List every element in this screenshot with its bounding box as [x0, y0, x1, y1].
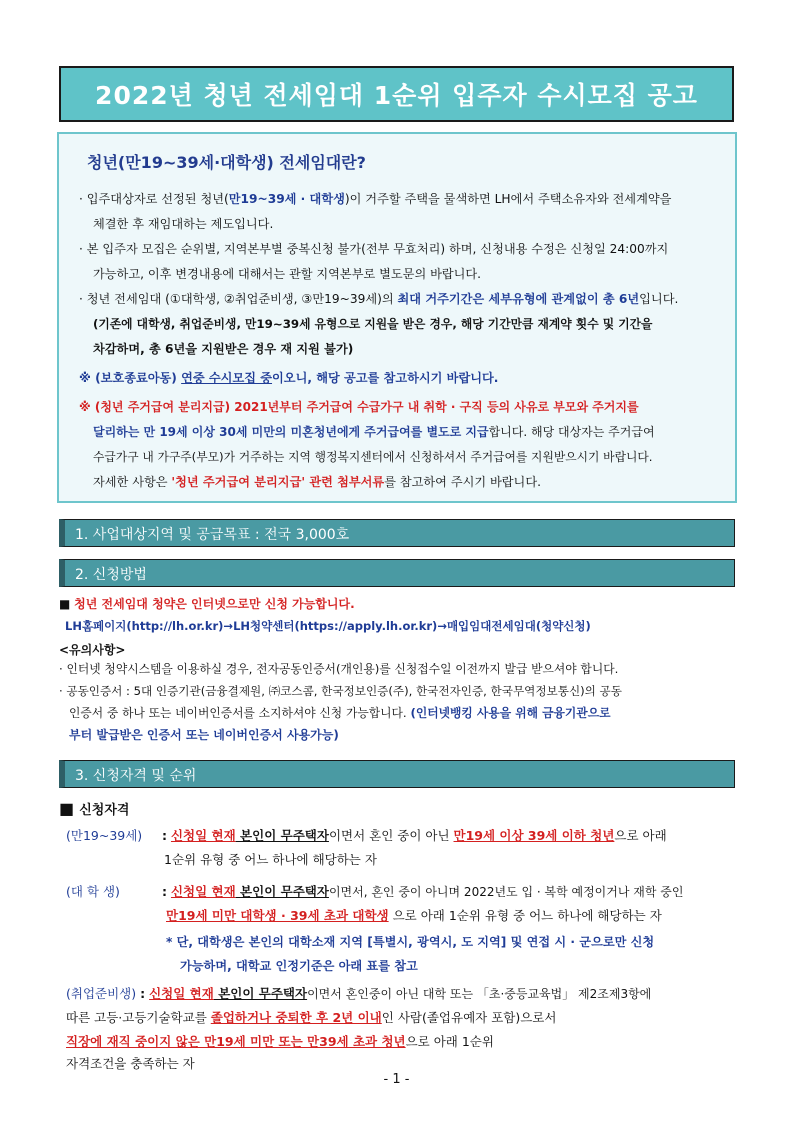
text: 만19~39세 · 대학생: [228, 192, 345, 206]
text: 인 사람(졸업유예자 포함)으로서: [381, 1010, 557, 1025]
square-bullet-icon: ■: [59, 597, 71, 611]
apply-path: LH홈페이지(http://lh.or.kr)→LH청약센터(https://apply.lh.or.kr)→매입임대전세임대(청약신청): [65, 619, 591, 633]
text: 만19세 이상 39세 이하 청년: [453, 828, 615, 843]
text: ※ (청년 주거급여 분리지급) 2021년부터 주거급여 수급가구 내 취학 · 구직 등의 사유로 부모와 주거지를: [79, 400, 639, 414]
text: 를 참고하여 주시기 바랍니다.: [384, 475, 541, 489]
text: :: [161, 828, 167, 843]
qual-youth: [66, 824, 742, 848]
qual-job-cont2: [66, 1030, 742, 1054]
note-2-cont: [59, 702, 739, 724]
intro-paragraph-5-cont3: [79, 470, 719, 495]
qualification-heading: [59, 799, 739, 818]
intro-paragraph-3: [79, 287, 719, 312]
text: (인터넷뱅킹 사용을 위해 금융기관으로: [410, 706, 611, 720]
text: 졸업하거나 중퇴한 후 2년 이내: [210, 1010, 382, 1025]
text: 청년 전세임대 청약은 인터넷으로만 신청 가능합니다.: [74, 597, 355, 611]
text: 신청자격: [79, 803, 130, 818]
text: 자세한 사항은: [93, 475, 172, 489]
intro-paragraph-5-cont2: 수급가구 내 가구주(부모)가 거주하는 지역 행정복지센터에서 신청하셔서 주거급여를 지원받으시기 바랍니다.: [93, 450, 653, 464]
note-2-cont2: 부터 발급받은 인증서 또는 네이버인증서 사용가능): [69, 728, 339, 742]
label: (대 학 생): [66, 884, 120, 899]
notes-title: <유의사항>: [59, 643, 126, 657]
square-bullet-icon: ■: [59, 799, 75, 818]
section-3-header: 3. 신청자격 및 순위: [59, 760, 735, 788]
text: 이면서 혼인 중이 아닌: [328, 828, 454, 843]
text: 본인이 무주택자: [235, 828, 329, 843]
intro-paragraph-2: · 본 입주자 모집은 순위별, 지역본부별 중복신청 불가(전부 무효처리) 하며, 신청내용 수정은 신청일 24:00까지: [79, 242, 669, 256]
label: (취업준비생): [66, 986, 137, 1001]
qual-univ: [66, 880, 742, 904]
text: 이면서, 혼인 중이 아니며 2022년도 입 · 복학 예정이거나 재학 중인: [328, 885, 684, 899]
text: 신청일 현재: [170, 884, 236, 899]
page-number: - 1 -: [383, 1072, 410, 1087]
label: (만19~39세): [66, 828, 143, 843]
text: 달리하는 만 19세 이상 30세 미만의 미혼청년에게 주거급여를 별도로 지급: [93, 425, 489, 439]
intro-paragraph-5-cont: [79, 420, 719, 445]
qual-job: [66, 982, 742, 1006]
section-2-header: 2. 신청방법: [59, 559, 735, 587]
intro-paragraph-3-note-cont: 차감하며, 총 6년을 지원받은 경우 재 지원 불가): [93, 342, 354, 356]
intro-paragraph-3-note: (기존에 대학생, 취업준비생, 만19~39세 유형으로 지원을 받은 경우, 해당 기간만큼 재계약 횟수 및 기간을: [93, 317, 653, 331]
intro-paragraph-4: [79, 366, 719, 391]
text: 만19세 미만 대학생 · 39세 초과 대학생: [166, 908, 389, 923]
text: 신청일 현재: [170, 828, 236, 843]
text: 신청일 현재: [149, 986, 214, 1001]
intro-paragraph-5: [79, 395, 719, 420]
text: 따른 고등·고등기술학교를: [66, 1010, 211, 1025]
text: 으로 아래: [614, 828, 667, 843]
qual-univ-cont: [166, 904, 793, 928]
note-1: · 인터넷 청약시스템을 이용하실 경우, 전자공동인증서(개인용)를 신청접수일 이전까지 발급 받으셔야 합니다.: [59, 662, 619, 676]
qual-univ-note: * 단, 대학생은 본인의 대학소재 지역 [특별시, 광역시, 도 지역] 및 연접 시 · 군으로만 신청: [166, 935, 655, 949]
text: )이 거주할 주택을 물색하면 LH에서 주택소유자와 전세계약을: [344, 192, 672, 206]
text: · 청년 전세임대 (①대학생, ②취업준비생, ③만19~39세)의: [79, 292, 398, 306]
intro-paragraph-1-cont: 체결한 후 재임대하는 제도입니다.: [93, 217, 274, 231]
text: 으로 아래 1순위: [405, 1034, 494, 1049]
text: 직장에 재직 중이지 않은 만19세 미만 또는 만39세 초과 청년: [66, 1034, 406, 1049]
text: 으로 아래 1순위 유형 중 어느 하나에 해당하는 자: [388, 908, 662, 923]
text: 연중 수시모집 중: [181, 371, 273, 385]
text: 최대 거주기간은 세부유형에 관계없이 총 6년: [397, 292, 640, 306]
intro-heading: 청년(만19~39세·대학생) 전세임대란?: [87, 153, 366, 172]
page-title: 2022년 청년 전세임대 1순위 입주자 수시모집 공고: [95, 81, 698, 110]
qual-univ-note-cont: 가능하며, 대학교 인정기준은 아래 표를 참고: [180, 959, 418, 973]
qual-job-cont: [66, 1006, 742, 1030]
text: '청년 주거급여 분리지급' 관련 첨부서류: [171, 475, 385, 489]
text: 본인이 무주택자: [213, 986, 308, 1001]
text: 합니다. 해당 대상자는 주거급여: [488, 425, 655, 439]
intro-paragraph-1: [79, 187, 719, 212]
title-banner: [59, 66, 734, 122]
note-2: · 공동인증서 : 5대 인증기관(금융결제원, ㈜코스콤, 한국정보인증(주), 한국전자인증, 한국무역정보통신)의 공동: [59, 684, 622, 698]
intro-paragraph-2-cont: 가능하고, 이후 변경내용에 대해서는 관할 지역본부로 별도문의 바랍니다.: [93, 267, 482, 281]
text: :: [140, 986, 146, 1001]
intro-box: [57, 132, 737, 503]
text: 본인이 무주택자: [235, 884, 329, 899]
text: :: [161, 884, 167, 899]
text: 이오니, 해당 공고를 참고하시기 바랍니다.: [272, 371, 499, 385]
text: 입니다.: [639, 292, 679, 306]
apply-method: [59, 593, 739, 746]
section-1-header: 1. 사업대상지역 및 공급목표 : 전국 3,000호: [59, 519, 735, 547]
apply-headline: [59, 593, 739, 615]
text: ※ (보호종료아동): [79, 371, 182, 385]
qual-job-cont3: 자격조건을 충족하는 자: [66, 1056, 195, 1071]
text: 이면서 혼인중이 아닌 대학 또는 「초·중등교육법」 제2조제3항에: [307, 987, 652, 1001]
text: · 입주대상자로 선정된 청년(: [79, 192, 229, 206]
text: 인증서 중 하나 또는 네이버인증서를 소지하셔야 신청 가능합니다.: [69, 706, 411, 720]
qual-youth-cont: 1순위 유형 중 어느 하나에 해당하는 자: [164, 852, 377, 867]
